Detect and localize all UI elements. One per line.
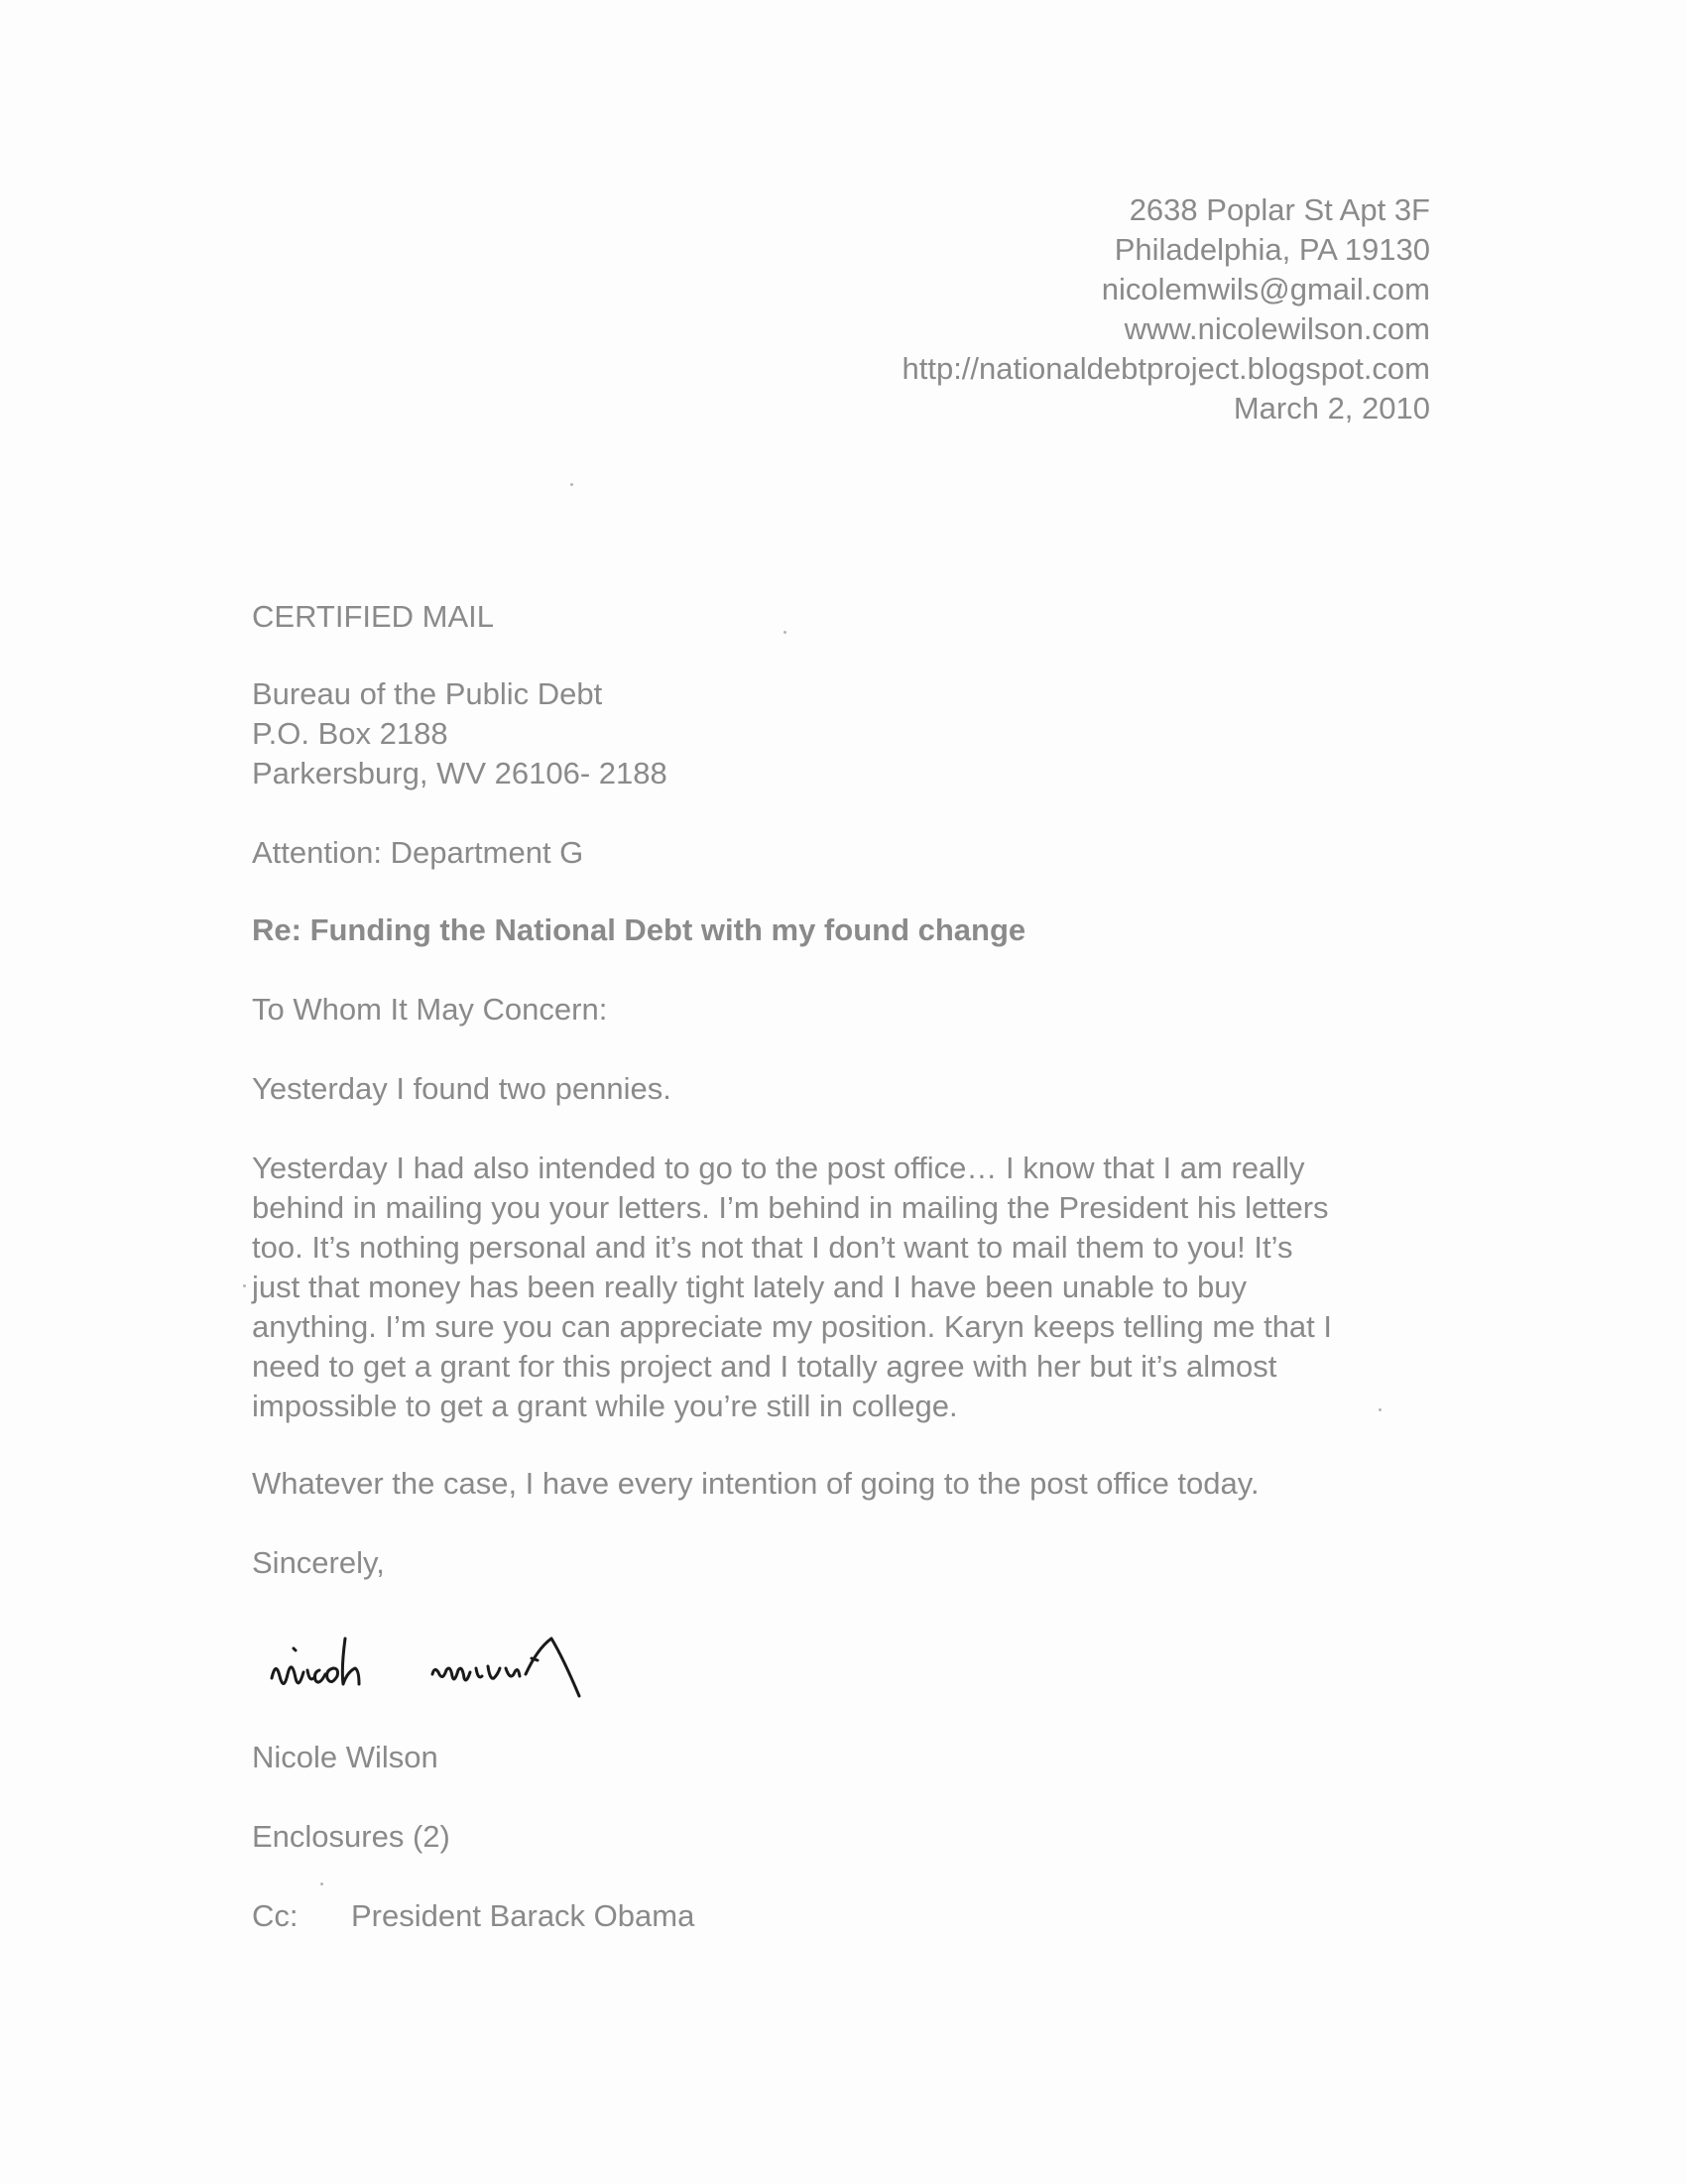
sender-address-block <box>902 190 1430 428</box>
scan-speck <box>243 1284 246 1287</box>
subject-line: Re: Funding the National Debt with my found change <box>252 912 1026 947</box>
paragraph-line: behind in mailing you your letters. I’m behind in mailing the President his letters <box>252 1190 1329 1225</box>
paragraph-line: impossible to get a grant while you’re still in college. <box>252 1389 958 1423</box>
body-paragraph-1: Yesterday I found two pennies. <box>252 1071 671 1106</box>
paragraph-line: Yesterday I had also intended to go to the post office… I know that I am really <box>252 1151 1305 1185</box>
scan-speck <box>1379 1408 1382 1411</box>
closing: Sincerely, <box>252 1545 385 1580</box>
body-paragraph-3: Whatever the case, I have every intention of going to the post office today. <box>252 1466 1260 1501</box>
cc-label: Cc: <box>252 1898 299 1933</box>
sender-website: www.nicolewilson.com <box>1124 311 1430 346</box>
recipient-po-box: P.O. Box 2188 <box>252 716 448 751</box>
recipient-address-block <box>252 674 1442 793</box>
enclosures-note: Enclosures (2) <box>252 1819 450 1854</box>
scan-speck <box>570 483 573 486</box>
signature-drawing <box>264 1609 641 1718</box>
paragraph-line: anything. I’m sure you can appreciate my position. Karyn keeps telling me that I <box>252 1309 1333 1344</box>
sender-blog: http://nationaldebtproject.blogspot.com <box>902 351 1430 386</box>
cc-recipient: President Barack Obama <box>351 1898 695 1933</box>
letter-date: March 2, 2010 <box>1233 391 1430 425</box>
delivery-method: CERTIFIED MAIL <box>252 599 495 634</box>
paragraph-line: too. It’s nothing personal and it’s not that I don’t want to mail them to you! It’s <box>252 1230 1293 1265</box>
paragraph-line: need to get a grant for this project and I totally agree with her but it’s almost <box>252 1349 1277 1384</box>
paragraph-line: just that money has been really tight lately and I have been unable to buy <box>252 1270 1248 1304</box>
recipient-city-state-zip: Parkersburg, WV 26106- 2188 <box>252 756 667 790</box>
sender-city-state-zip: Philadelphia, PA 19130 <box>1114 232 1430 267</box>
attention-line: Attention: Department G <box>252 835 584 870</box>
scan-speck <box>320 1882 323 1885</box>
handwritten-signature <box>264 1609 641 1718</box>
sender-email: nicolemwils@gmail.com <box>1101 272 1430 306</box>
cc-line <box>252 1896 1442 1936</box>
body-paragraph-2 <box>252 1149 1442 1426</box>
sender-street: 2638 Poplar St Apt 3F <box>1129 192 1430 227</box>
signer-name: Nicole Wilson <box>252 1740 438 1774</box>
scan-speck <box>783 631 786 634</box>
salutation: To Whom It May Concern: <box>252 992 608 1027</box>
recipient-name: Bureau of the Public Debt <box>252 676 603 711</box>
